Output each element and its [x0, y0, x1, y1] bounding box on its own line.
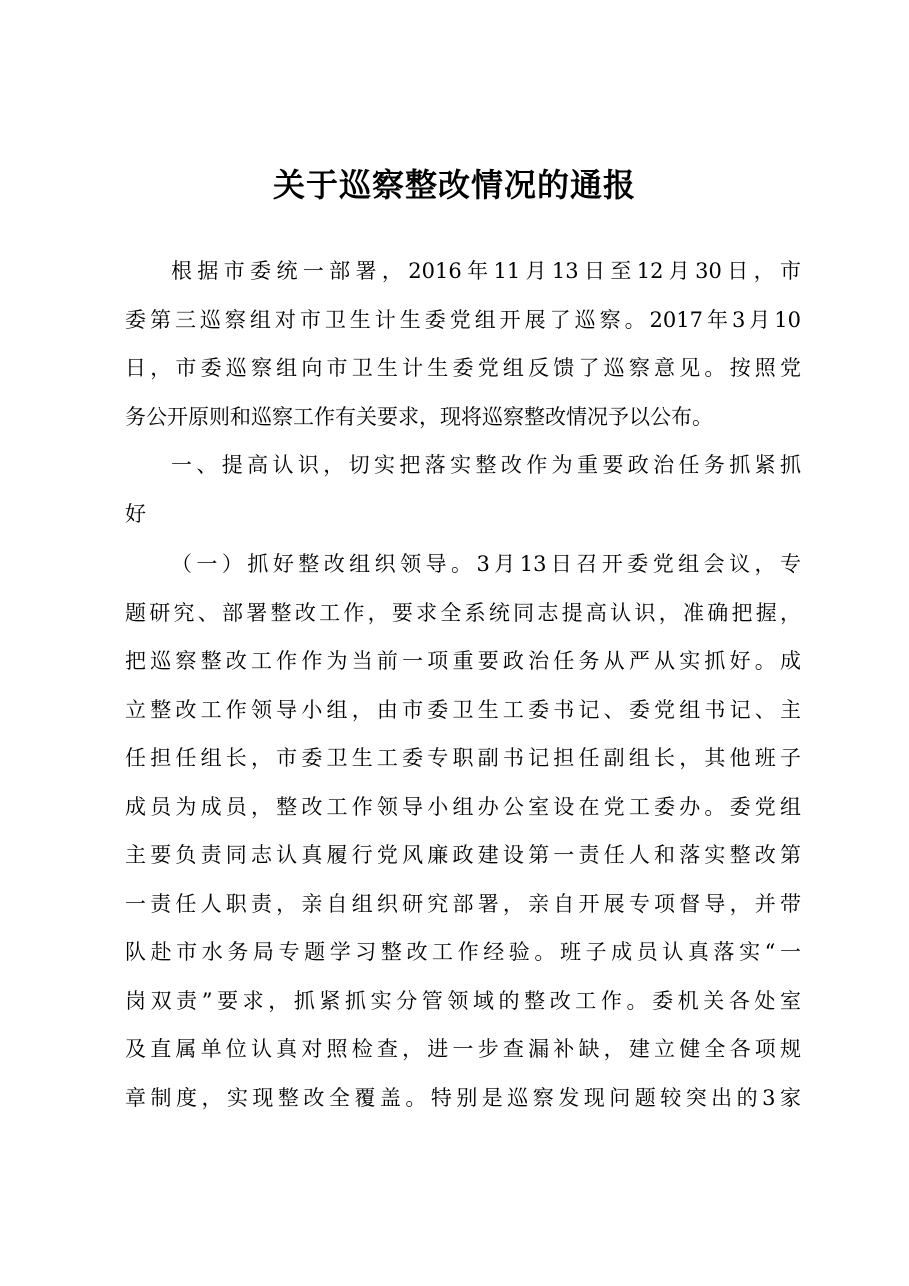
text-line: 成员为成员，整改工作领导小组办公室设在党工委办。委党组	[125, 794, 801, 819]
text-line: 任担任组长，市委卫生工委专职副书记担任副组长，其他班子	[125, 746, 801, 770]
text-line: 务公开原则和巡察工作有关要求，现将巡察整改情况予以公布。	[125, 404, 713, 429]
text-line: 根据市委统一部署，2016年11月13日至12月30日，市	[171, 259, 801, 283]
text-line: 队赴市水务局专题学习整改工作经验。班子成员认真落实“一	[125, 940, 801, 964]
text-line: 主要负责同志认真履行党风廉政建设第一责任人和落实整改第	[125, 843, 801, 867]
text-line: 立整改工作领导小组，由市委卫生工委书记、委党组书记、主	[125, 697, 801, 722]
text-line: 及直属单位认真对照检查，进一步查漏补缺，建立健全各项规	[125, 1037, 801, 1061]
text-line: 题研究、部署整改工作，要求全系统同志提高认识，准确把握，	[125, 600, 801, 625]
document-title: 关于巡察整改情况的通报	[272, 166, 636, 204]
section-heading-1	[125, 441, 801, 538]
text-line: 日，市委巡察组向市卫生计生委党组反馈了巡察意见。按照党	[125, 356, 801, 380]
paragraph-intro	[125, 247, 801, 441]
document-body	[125, 247, 801, 1122]
text-line: 岗双责”要求，抓紧抓实分管领域的整改工作。委机关各处室	[125, 988, 801, 1013]
paragraph-organization	[125, 540, 801, 1122]
text-line: 委第三巡察组对市卫生计生委党组开展了巡察。2017年3月10	[125, 307, 801, 332]
text-line: 章制度，实现整改全覆盖。特别是巡察发现问题较突出的3家	[125, 1085, 801, 1110]
text-line: 把巡察整改工作作为当前一项重要政治任务从严从实抓好。成	[125, 649, 801, 673]
text-line: （一）抓好整改组织领导。3月13日召开委党组会议，专	[171, 552, 801, 576]
text-line: 一、提高认识，切实把落实整改作为重要政治任务抓紧抓	[171, 453, 801, 477]
text-line: 好	[125, 501, 146, 526]
text-line: 一责任人职责，亲自组织研究部署，亲自开展专项督导，并带	[125, 891, 801, 916]
